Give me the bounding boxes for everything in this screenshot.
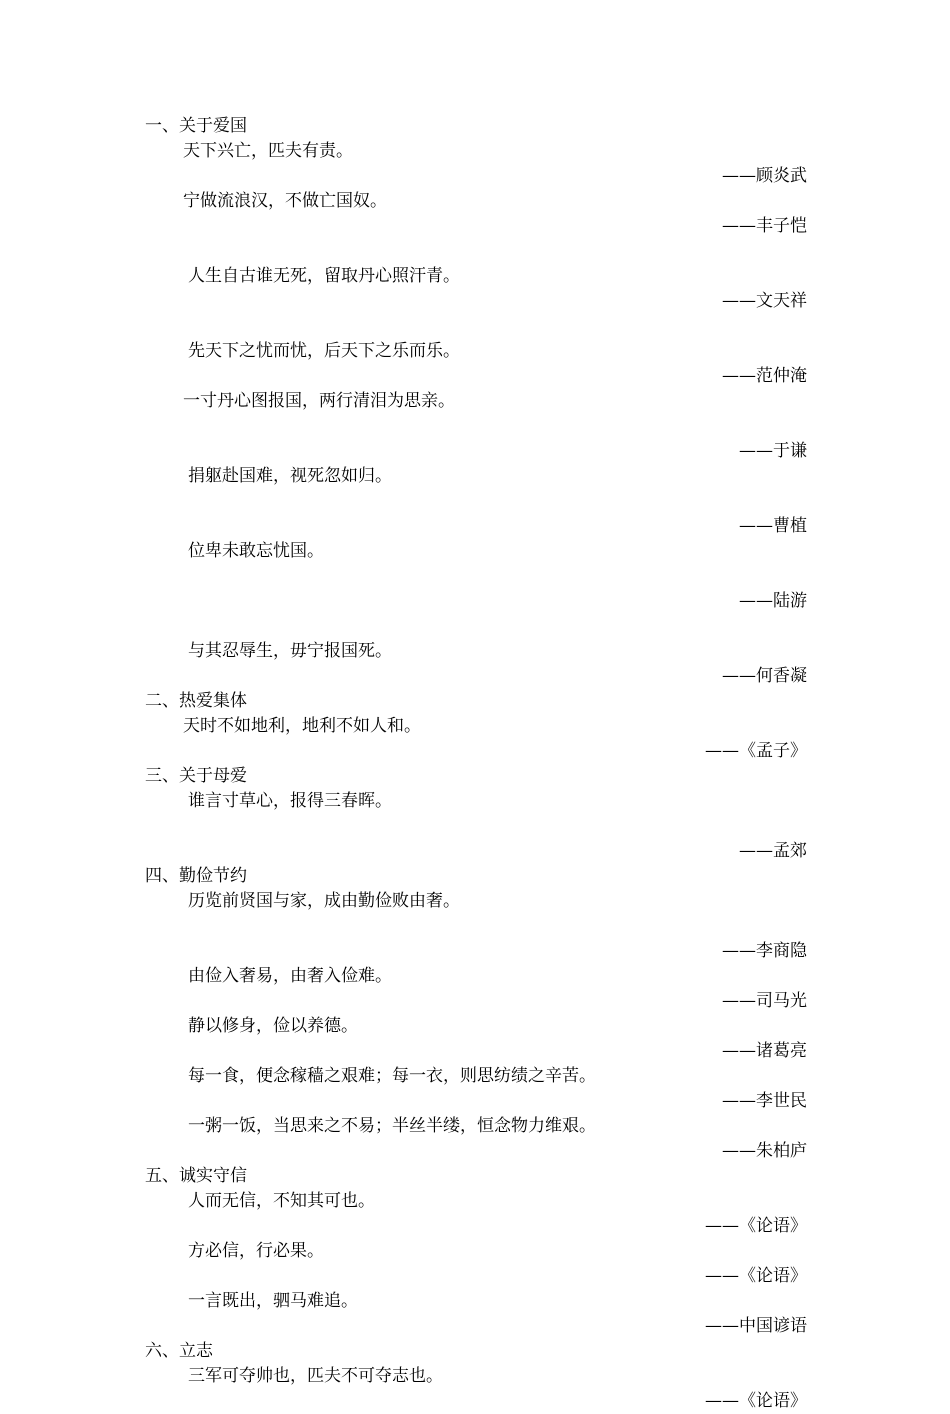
quote-text: 一寸丹心图报国，两行清泪为思亲。 [183,391,455,411]
quote-text: 人生自古谁无死，留取丹心照汗青。 [188,266,460,286]
quote-author: ——范仲淹 [722,366,807,386]
spacer [145,489,807,514]
section-heading: 三、关于母爱 [145,766,247,786]
quote-collection [145,114,807,1414]
quote-author: ——曹植 [739,516,807,536]
quote-text: 天下兴亡，匹夫有责。 [183,141,353,161]
quote-author: ——李世民 [722,1091,807,1111]
quote-author: ——于谦 [739,441,807,461]
quote-text: 历览前贤国与家，成由勤俭败由奢。 [188,891,460,911]
quote-text: 一言既出，驷马难追。 [188,1291,358,1311]
quote-author: ——文天祥 [722,291,807,311]
quote-author: ——《孟子》 [705,741,807,761]
quote-text: 每一食，便念稼穑之艰难；每一衣，则思纺绩之辛苦。 [188,1066,596,1086]
quote-author: ——中国谚语 [705,1316,807,1336]
quote-text: 方必信，行必果。 [188,1241,324,1261]
section-heading: 一、关于爱国 [145,116,247,136]
section-heading: 二、热爱集体 [145,691,247,711]
quote-author: ——朱柏庐 [722,1141,807,1161]
quote-author: ——《论语》 [705,1216,807,1236]
spacer [145,914,807,939]
quote-text: 静以修身，俭以养德。 [188,1016,358,1036]
quote-text: 位卑未敢忘忧国。 [188,541,324,561]
quote-text: 天时不如地利，地利不如人和。 [183,716,421,736]
quote-author: ——诸葛亮 [722,1041,807,1061]
quote-text: 先天下之忧而忧，后天下之乐而乐。 [188,341,460,361]
spacer [145,314,807,339]
spacer [145,614,807,639]
quote-author: ——孟郊 [739,841,807,861]
quote-author: ——丰子恺 [722,216,807,236]
quote-text: 由俭入奢易，由奢入俭难。 [188,966,392,986]
section-heading: 四、勤俭节约 [145,866,247,886]
section-heading: 五、诚实守信 [145,1166,247,1186]
spacer [145,814,807,839]
quote-text: 一粥一饭，当思来之不易；半丝半缕，恒念物力维艰。 [188,1116,596,1136]
quote-author: ——司马光 [722,991,807,1011]
quote-author: ——《论语》 [705,1266,807,1286]
quote-text: 三军可夺帅也，匹夫不可夺志也。 [188,1366,443,1386]
quote-text: 捐躯赴国难，视死忽如归。 [188,466,392,486]
quote-text: 宁做流浪汉，不做亡国奴。 [183,191,387,211]
spacer [145,239,807,264]
quote-text: 人而无信，不知其可也。 [188,1191,375,1211]
quote-author: ——李商隐 [722,941,807,961]
section-heading: 六、立志 [145,1341,213,1361]
quote-text: 谁言寸草心，报得三春晖。 [188,791,392,811]
quote-author: ——《论语》 [705,1391,807,1411]
quote-text: 与其忍辱生，毋宁报国死。 [188,641,392,661]
spacer [145,564,807,589]
quote-author: ——顾炎武 [722,166,807,186]
spacer [145,414,807,439]
quote-author: ——陆游 [739,591,807,611]
quote-author: ——何香凝 [722,666,807,686]
